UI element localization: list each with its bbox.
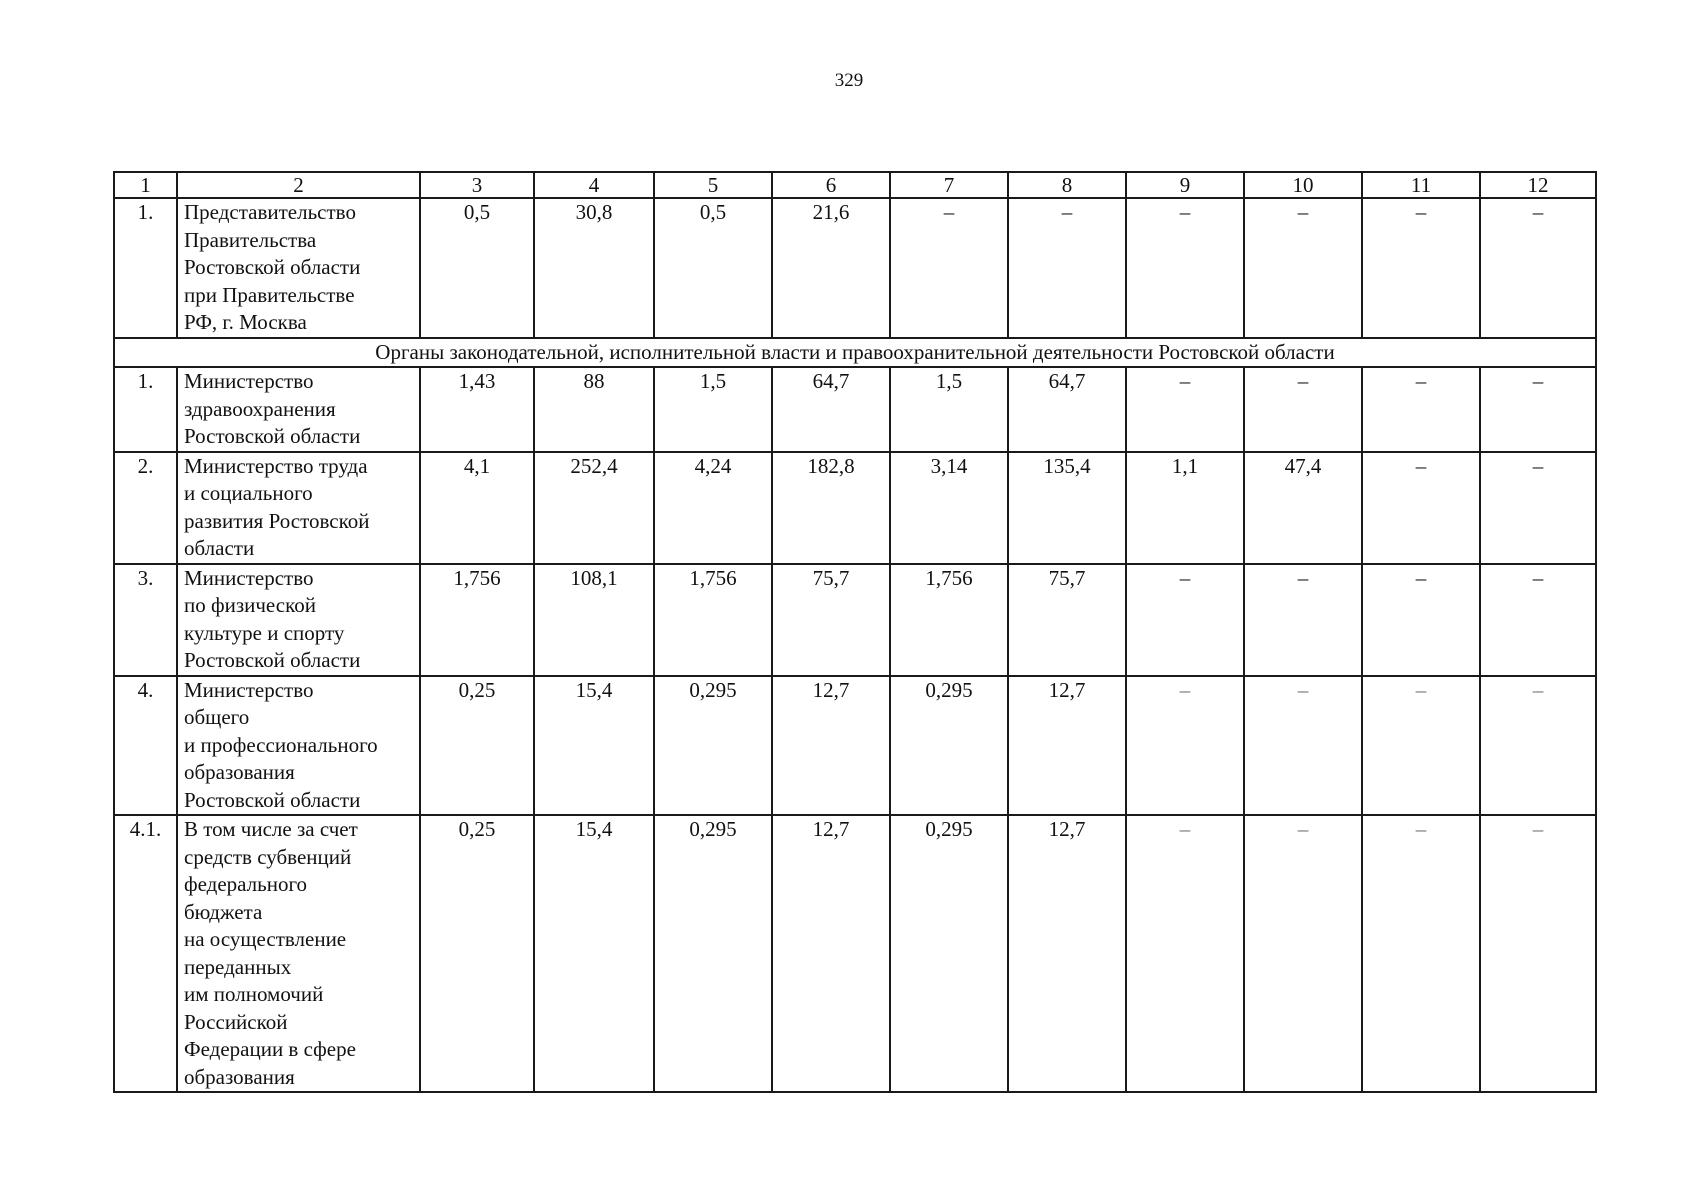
- table-row: [114, 564, 1596, 676]
- value-cell: 1,756: [890, 564, 1008, 676]
- value-cell: 15,4: [534, 815, 654, 1092]
- value-cell: 64,7: [772, 367, 890, 452]
- value-cell: –: [1126, 815, 1244, 1092]
- value-cell: –: [1126, 564, 1244, 676]
- value-cell: –: [1480, 564, 1596, 676]
- value-cell: 47,4: [1244, 452, 1362, 564]
- value-cell: 0,5: [420, 198, 534, 338]
- row-number: 4.1.: [114, 815, 177, 1092]
- value-cell: 1,5: [890, 367, 1008, 452]
- value-cell: –: [1244, 815, 1362, 1092]
- column-number: 9: [1126, 172, 1244, 198]
- value-cell: 21,6: [772, 198, 890, 338]
- value-cell: –: [1362, 676, 1480, 816]
- value-cell: –: [1362, 815, 1480, 1092]
- organization-name: Министерство общего и профессионального образования Ростовской области: [177, 676, 420, 816]
- value-cell: –: [1480, 815, 1596, 1092]
- value-cell: –: [1480, 198, 1596, 338]
- value-cell: 64,7: [1008, 367, 1126, 452]
- value-cell: –: [1126, 367, 1244, 452]
- organization-name: Министерство здравоохранения Ростовской области: [177, 367, 420, 452]
- table-row: [114, 198, 1596, 338]
- value-cell: –: [1362, 198, 1480, 338]
- value-cell: 0,25: [420, 815, 534, 1092]
- value-cell: 30,8: [534, 198, 654, 338]
- value-cell: –: [1126, 676, 1244, 816]
- value-cell: 0,295: [890, 676, 1008, 816]
- column-number: 4: [534, 172, 654, 198]
- value-cell: 12,7: [772, 815, 890, 1092]
- column-number: 7: [890, 172, 1008, 198]
- column-number: 11: [1362, 172, 1480, 198]
- organization-name: Министерство по физической культуре и спорту Ростовской области: [177, 564, 420, 676]
- value-cell: 0,295: [654, 815, 772, 1092]
- value-cell: 75,7: [1008, 564, 1126, 676]
- value-cell: 4,1: [420, 452, 534, 564]
- column-number: 3: [420, 172, 534, 198]
- value-cell: 135,4: [1008, 452, 1126, 564]
- column-number: 12: [1480, 172, 1596, 198]
- value-cell: 15,4: [534, 676, 654, 816]
- value-cell: 1,43: [420, 367, 534, 452]
- table-row: [114, 815, 1596, 1092]
- value-cell: –: [1362, 564, 1480, 676]
- value-cell: 88: [534, 367, 654, 452]
- row-number: 1.: [114, 367, 177, 452]
- value-cell: 1,756: [420, 564, 534, 676]
- value-cell: 1,756: [654, 564, 772, 676]
- row-number: 2.: [114, 452, 177, 564]
- organization-name: В том числе за счет средств субвенций федерального бюджета на осуществление переданных им полномочий Российской Федерации в сфере образования: [177, 815, 420, 1092]
- budget-table: [113, 171, 1597, 1093]
- column-number: 10: [1244, 172, 1362, 198]
- value-cell: –: [1244, 367, 1362, 452]
- value-cell: 12,7: [1008, 815, 1126, 1092]
- value-cell: –: [1480, 452, 1596, 564]
- value-cell: 182,8: [772, 452, 890, 564]
- value-cell: –: [1244, 198, 1362, 338]
- column-number: 6: [772, 172, 890, 198]
- value-cell: 12,7: [1008, 676, 1126, 816]
- value-cell: 0,295: [654, 676, 772, 816]
- value-cell: –: [1126, 198, 1244, 338]
- value-cell: –: [1244, 676, 1362, 816]
- column-number: 2: [177, 172, 420, 198]
- value-cell: –: [1008, 198, 1126, 338]
- row-number: 4.: [114, 676, 177, 816]
- value-cell: 1,5: [654, 367, 772, 452]
- value-cell: 0,295: [890, 815, 1008, 1092]
- value-cell: 0,5: [654, 198, 772, 338]
- section-title: Органы законодательной, исполнительной власти и правоохранительной деятельности Ростовской области: [114, 338, 1596, 368]
- row-number: 1.: [114, 198, 177, 338]
- table-row: [114, 676, 1596, 816]
- value-cell: 3,14: [890, 452, 1008, 564]
- value-cell: 0,25: [420, 676, 534, 816]
- section-row: [114, 338, 1596, 368]
- value-cell: 75,7: [772, 564, 890, 676]
- value-cell: –: [1362, 367, 1480, 452]
- column-number: 8: [1008, 172, 1126, 198]
- value-cell: 108,1: [534, 564, 654, 676]
- column-number-row: [114, 172, 1596, 198]
- value-cell: –: [1244, 564, 1362, 676]
- value-cell: 12,7: [772, 676, 890, 816]
- value-cell: –: [1362, 452, 1480, 564]
- value-cell: –: [890, 198, 1008, 338]
- organization-name: Представительство Правительства Ростовской области при Правительстве РФ, г. Москва: [177, 198, 420, 338]
- page-number: 329: [834, 70, 864, 91]
- value-cell: 252,4: [534, 452, 654, 564]
- table-row: [114, 367, 1596, 452]
- organization-name: Министерство труда и социального развития Ростовской области: [177, 452, 420, 564]
- value-cell: 1,1: [1126, 452, 1244, 564]
- value-cell: 4,24: [654, 452, 772, 564]
- column-number: 1: [114, 172, 177, 198]
- column-number: 5: [654, 172, 772, 198]
- value-cell: –: [1480, 367, 1596, 452]
- value-cell: –: [1480, 676, 1596, 816]
- table-row: [114, 452, 1596, 564]
- row-number: 3.: [114, 564, 177, 676]
